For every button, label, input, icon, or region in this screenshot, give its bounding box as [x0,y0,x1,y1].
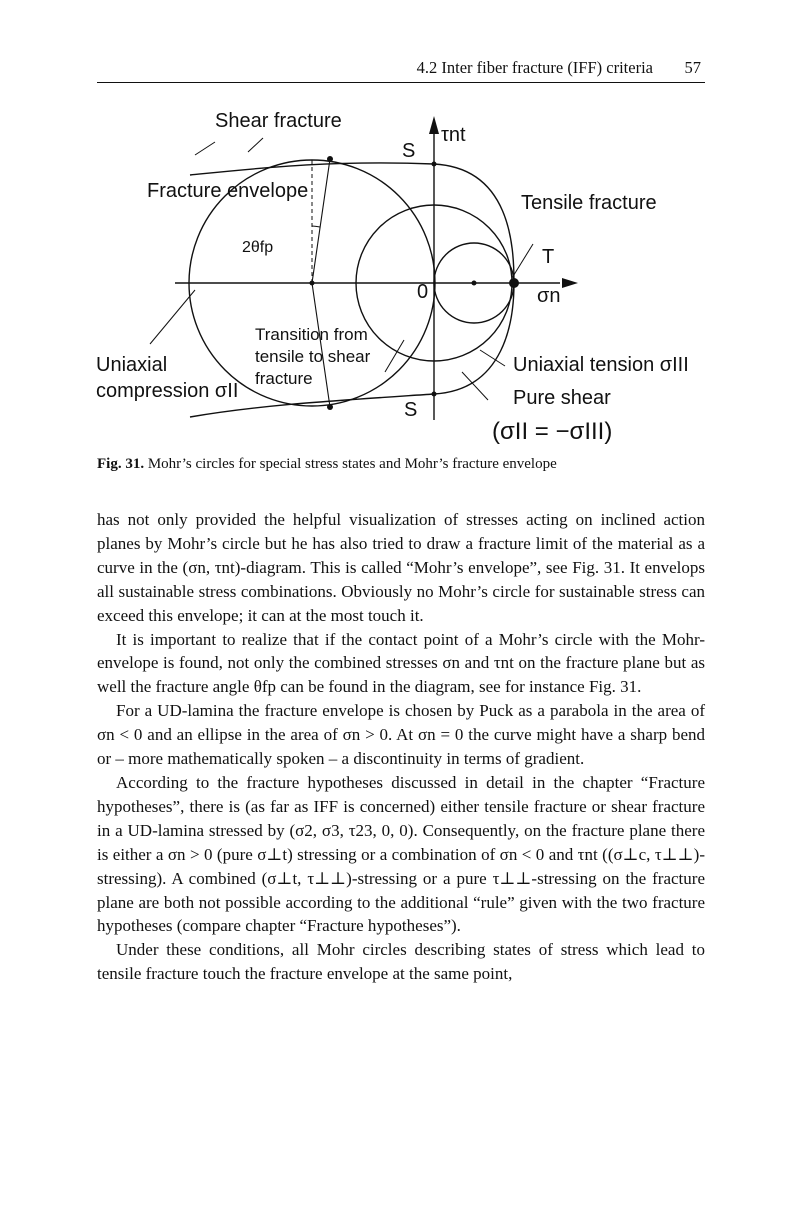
tensile-leader [512,244,533,278]
transition-label-2: tensile to shear [255,347,371,366]
point-s-bottom-label: S [404,399,418,421]
compression-leader [150,290,195,344]
page-number: 57 [684,58,701,77]
paragraph: has not only provided the helpful visualization of stresses acting on inclined action planes by Mohr’s circle but he has also tried to draw a fracture limit of the material as a curve in the (σn, τnt)-diagram. This is called “Mohr’s envelope”, see Fig. 31. It envelops all sustainable stress combinations. Obviously no Mohr’s circle for sustainable stress can exceed this envelope; it can at the most touch it. [97,510,705,625]
paragraph: It is important to realize that if the contact point of a Mohr’s circle with the Mohr-envelope is found, not only the combined stresses σn and τnt on the fracture plane but as well the fracture angle θfp can be found in the diagram, see for instance Fig. 31. [97,629,705,697]
pure-shear-condition-label: (σII = −σIII) [492,418,613,445]
running-header [97,58,705,83]
caption-text: Mohr’s circles for special stress states and Mohr’s fracture envelope [147,456,557,472]
mohr-diagram [0,98,800,458]
pure-shear-label: Pure shear [513,387,611,409]
uniaxial-compression-label-1: Uniaxial [96,354,168,376]
mohr-figure [0,98,800,458]
tau-arrow [429,116,439,134]
paragraph: Under these conditions, all Mohr circles describing states of stress which lead to tensile fracture touch the fracture envelope at the same point, [97,940,705,984]
uniaxial-tension-label: Uniaxial tension σIII [513,354,689,376]
sigma-arrow [562,278,578,288]
sigma-axis-label: σn [537,285,561,307]
uniaxial-compression-label-2: compression σII [96,380,239,402]
envelope-leader [195,142,215,155]
paragraph: For a UD-lamina the fracture envelope is chosen by Puck as a parabola in the area of σn < 0 and an ellipse in the area of σn > 0. At σn = 0 the curve might have a sharp bend or – more mathematically spoken – a discontinuity in terms of gradient. [97,701,705,769]
transition-label-1: Transition from [255,325,368,344]
section-title: 4.2 Inter fiber fracture (IFF) criteria [416,58,653,77]
point-t-label: T [542,246,555,268]
fracture-radius [312,159,330,283]
origin-label: 0 [417,281,429,303]
body-text [97,508,705,986]
fracture-envelope-label: Fracture envelope [147,180,309,202]
angle-label: 2θfp [242,239,274,256]
shear-leader [248,138,263,152]
shear-fracture-label: Shear fracture [215,110,342,132]
paragraph: According to the fracture hypotheses discussed in detail in the chapter “Fracture hypotheses”, there is (as far as IFF is concerned) either tensile fracture or shear fracture in a UD-lamina stressed by (σ2, σ3, τ23, 0, 0). Consequently, on the fracture plane there is either a σn > 0 (pure σ⊥t) stressing or a combination of σn < 0 and τnt ((σ⊥c, τ⊥⊥)-stressing). A combined (σ⊥t, τ⊥⊥)-stressing or a pure τ⊥⊥-stressing on the fracture plane are both not possible according to the additional “rule” given with the two fracture hypotheses (compare chapter “Fracture hypotheses”). [97,772,705,936]
caption-label: Fig. 31. [97,456,145,472]
angle-arc [312,226,320,227]
point-t [509,278,519,288]
tensile-fracture-label: Tensile fracture [521,192,657,214]
tau-axis-label: τnt [441,124,466,146]
point-s-top-label: S [402,140,416,162]
figure-caption [97,456,705,473]
transition-label-3: fracture [255,369,313,388]
